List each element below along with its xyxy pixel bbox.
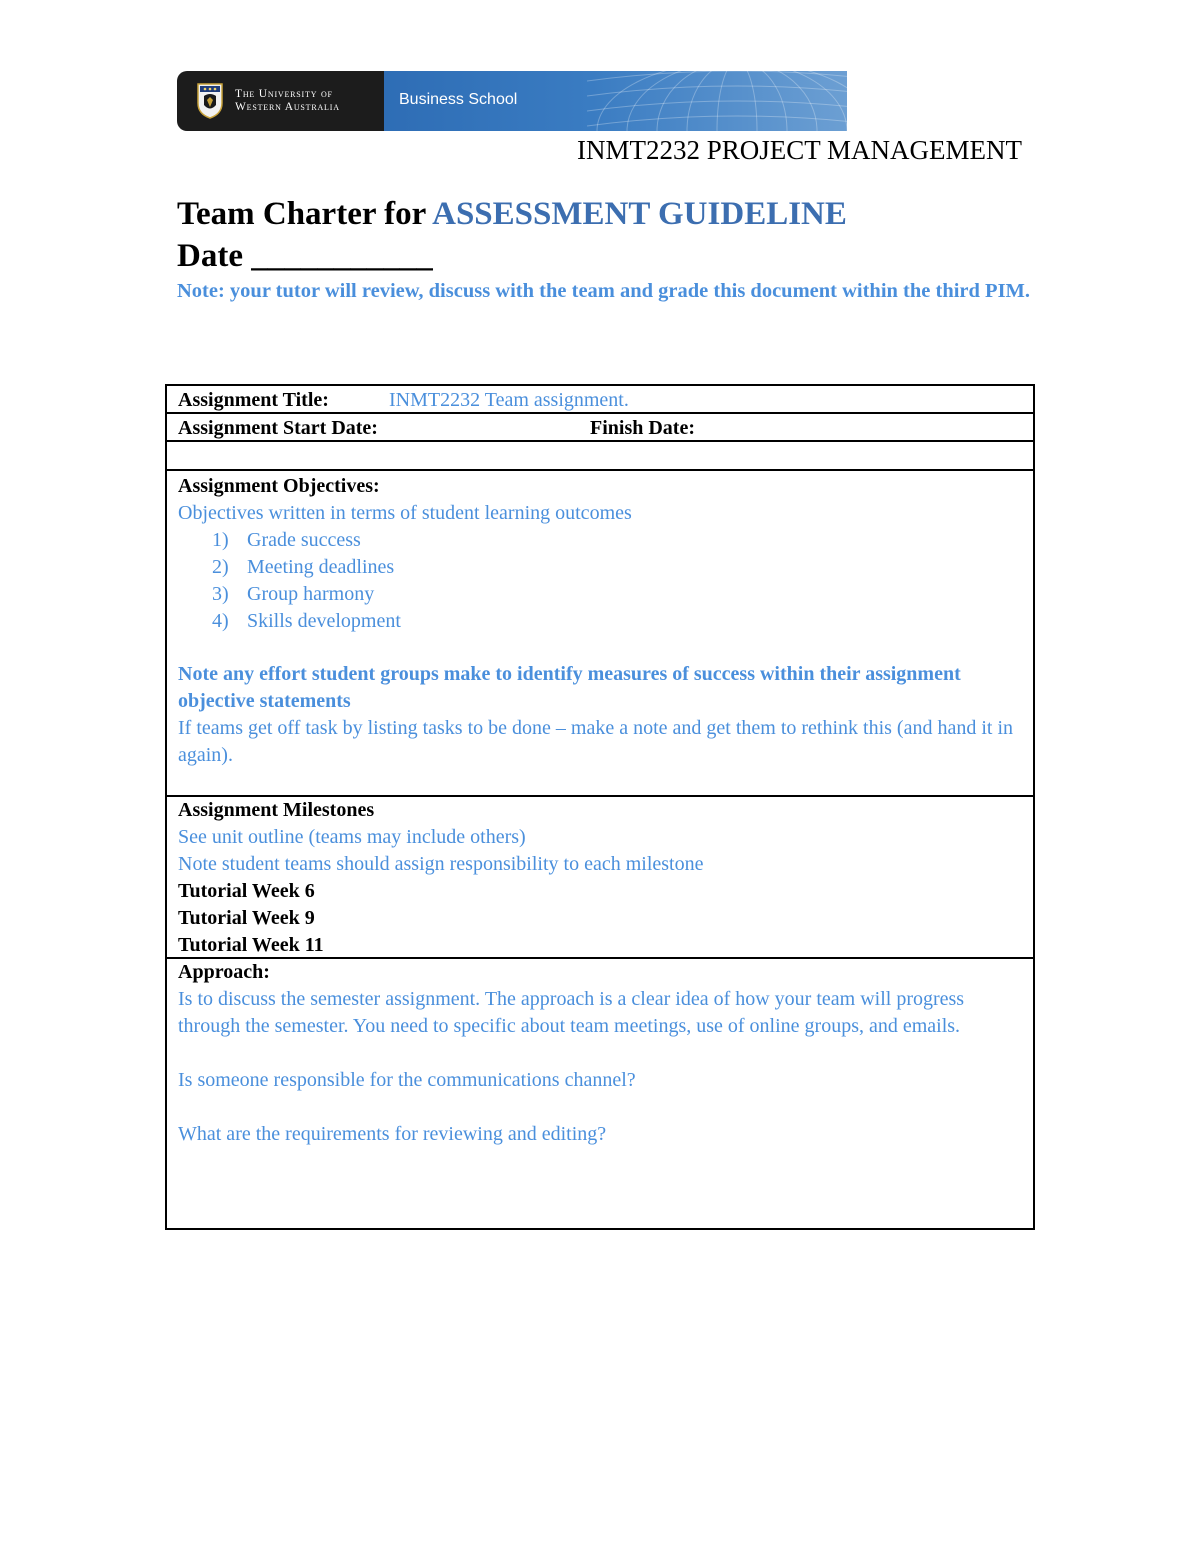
row-assignment-title: [167, 386, 1033, 414]
row-objectives: [167, 471, 1033, 797]
assignment-title-value: INMT2232 Team assignment.: [389, 389, 629, 411]
university-name-line1: The University of: [235, 88, 333, 100]
row-empty: [167, 442, 1033, 471]
approach-paragraph: Is someone responsible for the communications channel?: [178, 1069, 636, 1091]
approach-paragraph: Is to discuss the semester assignment. The approach is a clear idea of how your team will progress through the semester. You need to specific about team meetings, use of online groups, and emails.: [178, 988, 965, 1037]
tutor-note: Note: your tutor will review, discuss with the team and grade this document within the third PIM.: [177, 280, 1031, 302]
crest-icon: [197, 83, 223, 119]
globe-pattern: [547, 71, 847, 131]
milestone-week: Tutorial Week 6: [178, 880, 315, 902]
milestone-week: Tutorial Week 11: [178, 934, 324, 956]
school-name: Business School: [399, 91, 518, 108]
objective-item: [178, 608, 1021, 635]
objective-item: [178, 554, 1021, 581]
title-prefix: Team Charter for: [177, 196, 433, 232]
row-approach: [167, 959, 1033, 1228]
objectives-followup: If teams get off task by listing tasks to be done – make a note and get them to rethink this (and hand it in again).: [178, 717, 1014, 766]
objective-number: 3): [212, 583, 229, 605]
university-name-line2: Western Australia: [235, 101, 340, 113]
title-highlight: ASSESSMENT GUIDELINE: [432, 196, 847, 232]
objective-text: Grade success: [247, 529, 361, 551]
approach-heading: Approach:: [178, 961, 270, 983]
assignment-title-label: Assignment Title:: [178, 389, 329, 411]
objective-item: [178, 527, 1021, 554]
row-milestones: [167, 797, 1033, 959]
course-title: INMT2232 PROJECT MANAGEMENT: [576, 135, 1022, 165]
spacer: [178, 1094, 1021, 1121]
objectives-intro: Objectives written in terms of student learning outcomes: [178, 502, 632, 524]
milestones-heading: Assignment Milestones: [178, 799, 375, 821]
objective-number: 1): [212, 529, 229, 551]
approach-paragraph: What are the requirements for reviewing and editing?: [178, 1123, 607, 1145]
objectives-emphasis: Note any effort student groups make to identify measures of success within their assignment objective statements: [178, 663, 961, 712]
milestones-cell: [178, 797, 1021, 959]
objective-text: Skills development: [247, 610, 401, 632]
milestones-line2: Note student teams should assign responsibility to each milestone: [178, 853, 704, 875]
objective-number: 4): [212, 610, 229, 632]
university-name: [235, 88, 340, 114]
row-dates: [167, 414, 1033, 442]
milestones-line1: See unit outline (teams may include others): [178, 826, 526, 848]
spacer: [178, 635, 1021, 661]
university-logo: [177, 71, 384, 131]
finish-date-label: Finish Date:: [590, 417, 695, 439]
objectives-heading: Assignment Objectives:: [178, 475, 380, 497]
objective-text: Meeting deadlines: [247, 556, 395, 578]
approach-cell: [178, 959, 1021, 1148]
milestone-week: Tutorial Week 9: [178, 907, 315, 929]
charter-table: [165, 384, 1035, 1230]
school-banner: [384, 71, 847, 131]
header-banner: [177, 71, 847, 131]
objectives-cell: [178, 473, 1021, 769]
objective-item: [178, 581, 1021, 608]
objective-text: Group harmony: [247, 583, 375, 605]
spacer: [178, 1040, 1021, 1067]
objective-number: 2): [212, 556, 229, 578]
date-line: Date ___________: [177, 238, 433, 274]
page-title: [177, 196, 847, 233]
start-date-label: Assignment Start Date:: [178, 417, 378, 439]
